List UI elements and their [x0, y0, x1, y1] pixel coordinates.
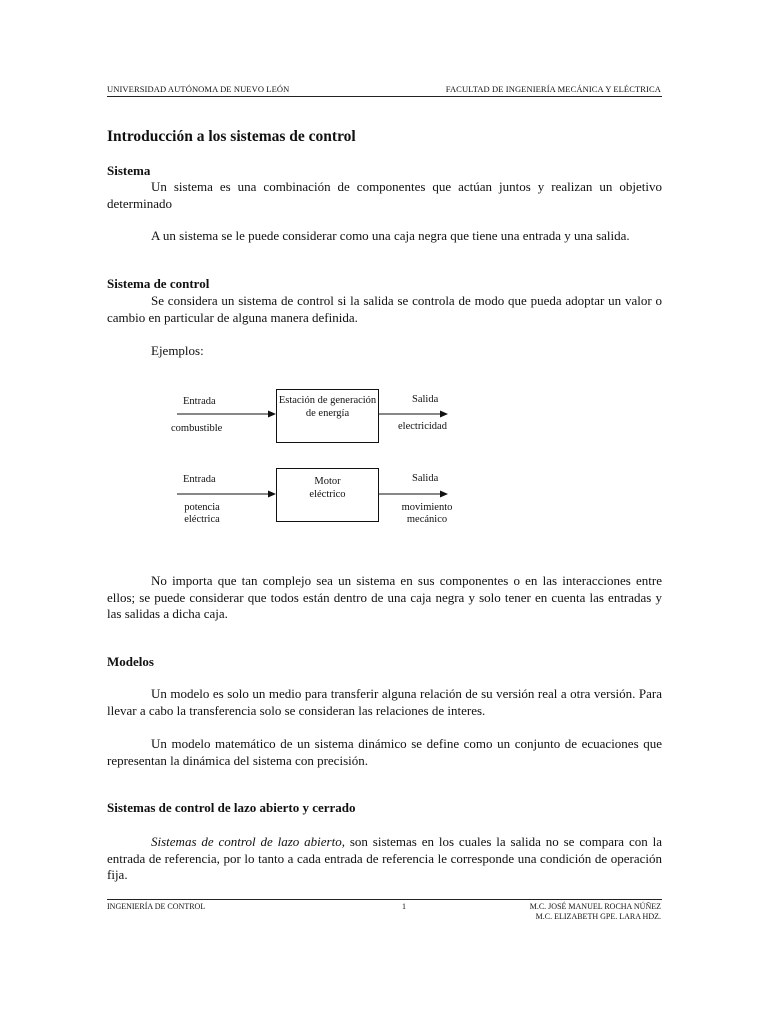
- heading-sistema: Sistema: [107, 163, 151, 178]
- footer-rule: [107, 899, 662, 900]
- example2-output-value: movimiento mecánico: [401, 502, 453, 525]
- examples-label: Ejemplos:: [151, 343, 204, 358]
- paragraph-lazo-abierto: [107, 834, 662, 884]
- example2-output-label: Salida: [412, 473, 439, 484]
- example1-input-value: combustible: [171, 423, 223, 434]
- paragraph-modelo-definition: Un modelo es solo un medio para transferir alguna relación de su versión real a otra versión. Para llevar a cabo la transferencia solo se consideran las relaciones de interes.: [107, 686, 662, 718]
- footer-page-number: 1: [402, 902, 406, 911]
- example2-system-box: Motor eléctrico: [276, 468, 379, 522]
- lazo-abierto-term: Sistemas de control de lazo abierto,: [151, 834, 345, 849]
- paragraph-caja-negra-components: No importa que tan complejo sea un sistema en sus componentes o en las interacciones entre ellos; se puede considerar que todos están dentro de una caja negra y solo tener en cuenta las entradas y las salidas a dicha caja.: [107, 573, 662, 621]
- example2-output-arrow: [378, 488, 450, 500]
- example2-input-arrow: [175, 488, 277, 500]
- example2-input-label: Entrada: [183, 474, 216, 485]
- example1-system-box: Estación de generación de energía: [276, 389, 379, 443]
- example1-output-arrow: [378, 408, 450, 420]
- heading-lazo-abierto-cerrado: Sistemas de control de lazo abierto y cerrado: [107, 800, 356, 815]
- paragraph-caja-negra: A un sistema se le puede considerar como una caja negra que tiene una entrada y una salida.: [151, 228, 630, 243]
- example1-input-arrow: [175, 408, 277, 420]
- footer-author-1: M.C. JOSÉ MANUEL ROCHA NÚÑEZ: [529, 902, 661, 911]
- example1-input-label: Entrada: [183, 396, 216, 407]
- header-institution: UNIVERSIDAD AUTÓNOMA DE NUEVO LEÓN: [107, 84, 290, 94]
- example1-output-label: Salida: [412, 394, 439, 405]
- footer-author-2: M.C. ELIZABETH GPE. LARA HDZ.: [535, 912, 661, 921]
- footer-course: INGENIERÍA DE CONTROL: [107, 902, 206, 911]
- header-faculty: FACULTAD DE INGENIERÍA MECÁNICA Y ELÉCTRICA: [445, 84, 661, 94]
- example1-output-value: electricidad: [398, 421, 447, 432]
- paragraph-sistema-control-definition: Se considera un sistema de control si la salida se controla de modo que pueda adoptar un valor o cambio en particular de alguna manera definida.: [107, 293, 662, 325]
- heading-sistema-control: Sistema de control: [107, 276, 210, 291]
- paragraph-sistema-definition: Un sistema es una combinación de componentes que actúan juntos y realizan un objetivo determinado: [107, 179, 662, 211]
- lazo-abierto-definition: son sistemas en los cuales la salida no se compara con la entrada de referencia, por lo tanto a cada entrada de referencia le corresponde una condición de operación fija.: [107, 834, 662, 882]
- paragraph-modelo-matematico: Un modelo matemático de un sistema dinámico se define como un conjunto de ecuaciones que representan la dinámica del sistema con precisión.: [107, 736, 662, 768]
- heading-modelos: Modelos: [107, 654, 154, 669]
- page-title: Introducción a los sistemas de control: [107, 128, 356, 145]
- example2-input-value: potencia eléctrica: [184, 502, 220, 525]
